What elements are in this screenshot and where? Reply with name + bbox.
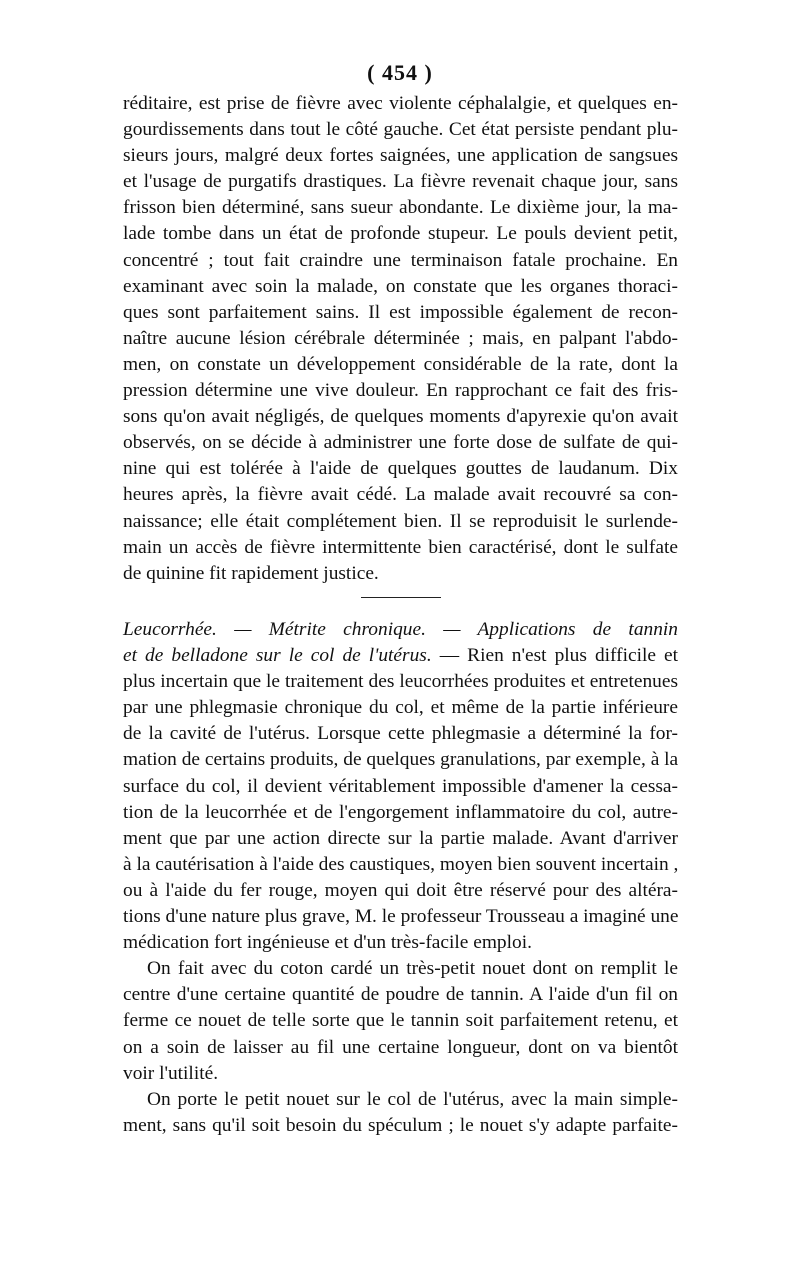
text-line: sieurs jours, malgré deux fortes saignées, une application de sangsues (123, 145, 678, 167)
text-line: On fait avec du coton cardé un très-petit nouet dont on remplit le (147, 958, 678, 980)
text-line: frisson bien déterminé, sans sueur abondante. Le dixième jour, la ma- (123, 197, 678, 219)
text-line: pression détermine une vive douleur. En rapprochant ce fait des fris- (123, 380, 678, 402)
text-line: centre d'une certaine quantité de poudre de tannin. A l'aide d'un fil on (123, 984, 678, 1006)
page-number: ( 454 ) (367, 60, 433, 85)
text-line: main un accès de fièvre intermittente bien caractérisé, dont le sulfate (123, 536, 678, 558)
section-heading: Leucorrhée. — Métrite chronique. — Applications de tannin (123, 619, 678, 640)
text-line: lade tombe dans un état de profonde stupeur. Le pouls devient petit, (123, 223, 678, 245)
text-line: mation de certains produits, de quelques granulations, par exemple, à la (123, 749, 679, 771)
heading-continuation-line (123, 643, 678, 669)
text-line: de quinine fit rapidement justice. (123, 562, 379, 584)
text-line: ferme ce nouet de telle sorte que le tannin soit parfaitement retenu, et (123, 1010, 678, 1032)
text-fragment: — Rien n'est plus difficile et (431, 645, 678, 667)
text-line: observés, on se décide à administrer une forte dose de sulfate de qui- (123, 432, 678, 454)
text-line: men, on constate un développement considérable de la rate, dont la (123, 353, 678, 375)
text-line: réditaire, est prise de fièvre avec violente céphalalgie, et quelques en- (123, 93, 678, 114)
text-line: et l'usage de purgatifs drastiques. La fièvre revenait chaque jour, sans (123, 171, 678, 193)
text-line: à la cautérisation à l'aide des caustiques, moyen bien souvent incertain , (123, 853, 679, 875)
text-line: naissance; elle était complétement bien. Il se reproduisit le surlende- (123, 510, 678, 532)
case-report-paragraph (123, 91, 678, 587)
text-line: On porte le petit nouet sur le col de l'utérus, avec la main simple- (147, 1088, 678, 1110)
text-line: ou à l'aide du fer rouge, moyen qui doit être réservé pour des altéra- (123, 879, 678, 901)
text-line: médication fort ingénieuse et d'un très-facile emploi. (123, 932, 532, 954)
text-line: naître aucune lésion cérébrale déterminée ; mais, en palpant l'abdo- (123, 327, 678, 349)
text-line: heures après, la fièvre avait cédé. La malade avait recouvré sa con- (123, 484, 678, 506)
text-line: concentré ; tout fait craindre une terminaison fatale prochaine. En (123, 249, 678, 271)
text-line: par une phlegmasie chronique du col, et même de la partie inférieure (123, 697, 678, 719)
leucorrhea-section (123, 617, 678, 1139)
text-line: voir l'utilité. (123, 1062, 219, 1084)
text-line: ques sont parfaitement sains. Il est impossible également de recon- (123, 301, 678, 323)
text-line: gourdissements dans tout le côté gauche. Cet état persiste pendant plu- (123, 119, 678, 141)
text-line: surface du col, il devient véritablement impossible d'amener la cessa- (123, 775, 678, 797)
text-line: plus incertain que le traitement des leucorrhées produites et entretenues (123, 671, 678, 693)
text-line: ment, sans qu'il soit besoin du spéculum ; le nouet s'y adapte parfaite- (123, 1114, 678, 1136)
text-line: tion de la leucorrhée et de l'engorgement inflammatoire du col, autre- (123, 801, 678, 823)
text-line: de la cavité de l'utérus. Lorsque cette phlegmasie a déterminé la for- (123, 723, 678, 745)
section-divider (361, 597, 441, 598)
text-line: on a soin de laisser au fil une certaine longueur, dont on va bientôt (123, 1036, 678, 1058)
section-heading-cont: et de belladone sur le col de l'utérus. (123, 645, 432, 667)
text-line: ment que par une action directe sur la partie malade. Avant d'arriver (123, 827, 678, 849)
text-line: sons qu'on avait négligés, de quelques moments d'apyrexie qu'on avait (123, 406, 678, 428)
text-line: nine qui est tolérée à l'aide de quelques gouttes de laudanum. Dix (123, 458, 678, 480)
text-line: examinant avec soin la malade, on constate que les organes thoraci- (123, 275, 678, 297)
text-line: tions d'une nature plus grave, M. le professeur Trousseau a imaginé une (123, 906, 679, 928)
